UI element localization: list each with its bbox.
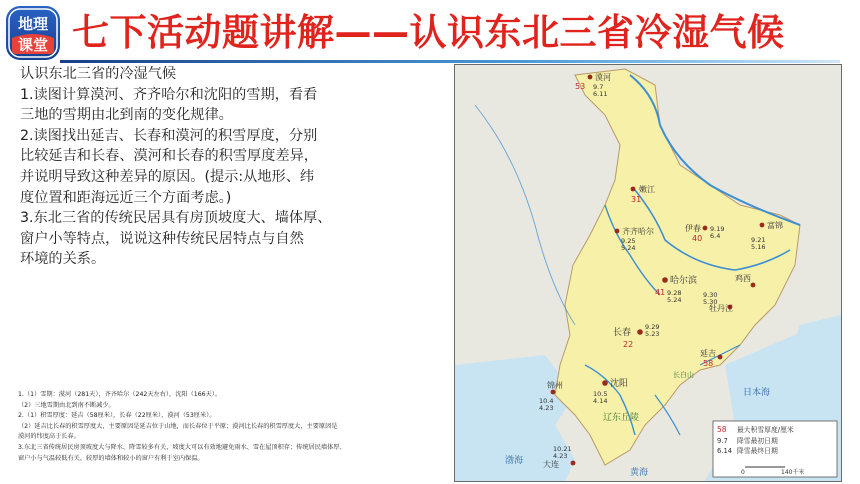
geography-class-logo (4, 4, 62, 62)
question-line: 认识东北三省的冷湿气候 (20, 66, 177, 82)
question-line: 三地的雪期由北到南的变化规律。 (20, 107, 233, 124)
svg-text:漠河: 漠河 (595, 73, 611, 82)
svg-text:9.29: 9.29 (645, 323, 660, 331)
svg-text:9.25: 9.25 (621, 237, 636, 245)
svg-text:4.23: 4.23 (553, 452, 568, 460)
svg-text:4.14: 4.14 (593, 397, 608, 405)
answer-line: 窗户小与气温较低有关，较厚的墙体和较小的窗户有利于室内保温。 (18, 454, 204, 462)
map-legend (713, 421, 837, 477)
question-line: 度位置和距海远近三个方面考虑。) (20, 189, 232, 206)
svg-text:牡丹江: 牡丹江 (709, 304, 733, 313)
svg-text:9.7: 9.7 (593, 83, 604, 91)
legend-value: 58 (717, 425, 727, 434)
answer-line: （2）三地雪期由北到南不断减少。 (18, 401, 115, 409)
svg-text:嫩江: 嫩江 (639, 185, 655, 194)
question-line: 窗户小等特点，说说这种传统民居特点与自然 (20, 230, 304, 247)
question-line: 并说明导致这种差异的原因。(提示:从地形、纬 (20, 168, 315, 185)
svg-text:5.24: 5.24 (667, 296, 682, 304)
answer-line: 3.东北三省传统居民房顶坡度大与降水、降雪较多有关，坡度大可以有效地避免雨水、雪在屋顶积存；传统居民墙体厚、 (18, 443, 346, 451)
question-line: 3.东北三省的传统民居具有房顶坡度大、墙体厚、 (20, 210, 332, 227)
region-japan-sea: 日本海 (743, 388, 771, 398)
svg-text:6.11: 6.11 (593, 90, 608, 98)
svg-text:9.30: 9.30 (703, 291, 718, 299)
svg-text:锦州: 锦州 (547, 381, 563, 390)
svg-text:9.21: 9.21 (751, 236, 766, 244)
question-line: 环境的关系。 (20, 251, 106, 268)
svg-text:9.28: 9.28 (667, 289, 682, 297)
svg-text:沈阳: 沈阳 (610, 379, 629, 389)
answer-notes (18, 390, 443, 464)
svg-text:9.19: 9.19 (710, 225, 725, 233)
svg-text:22: 22 (623, 340, 634, 349)
svg-text:6.4: 6.4 (710, 232, 721, 240)
svg-text:鸡西: 鸡西 (735, 274, 751, 283)
question-line: 1.读图计算漠河、齐齐哈尔和沈阳的雪期，看看 (20, 86, 318, 103)
svg-text:5.16: 5.16 (751, 243, 766, 251)
svg-text:5.30: 5.30 (703, 298, 718, 306)
svg-text:大连: 大连 (543, 460, 559, 469)
svg-text:延吉: 延吉 (700, 349, 716, 358)
svg-text:10.5: 10.5 (593, 390, 608, 398)
svg-text:40: 40 (692, 234, 703, 243)
answer-line: （2）延吉比长春的积雪厚度大，主要原因是延吉位于山地，而长春位于平原；漠河比长春的积雪厚度大，主要原因是 (18, 422, 338, 430)
page-title: 七下活动题讲解——认识东北三省冷湿气候 (72, 11, 785, 54)
logo-line1: 地理 (17, 15, 49, 33)
svg-text:41: 41 (655, 288, 666, 297)
svg-text:58: 58 (703, 359, 714, 368)
legend-first-label: 降雪最初日期 (737, 437, 778, 445)
region-changbai: 长白山 (673, 371, 694, 379)
legend-label: 最大积雪厚度/厘米 (737, 426, 794, 434)
answer-line: 1.（1）雪期：漠河（281天），齐齐哈尔（242天左右），沈阳（166天）。 (18, 391, 222, 398)
svg-text:齐齐哈尔: 齐齐哈尔 (622, 227, 654, 236)
svg-text:5.24: 5.24 (621, 244, 636, 252)
legend-last-val: 6.14 (717, 447, 733, 455)
svg-text:伊春: 伊春 (685, 224, 701, 233)
answer-line: 2.（1）积雪厚度：延吉（58厘米），长春（22厘米），漠河（53厘米）。 (18, 412, 216, 420)
region-yellow-sea: 黄海 (630, 468, 649, 478)
question-line: 2.读图找出延吉、长春和漠河的积雪厚度，分别 (20, 127, 318, 144)
region-bohai: 渤海 (505, 456, 524, 466)
scale-label: 140千米 (781, 469, 805, 476)
snow-map-svg (455, 65, 841, 481)
question-line: 比较延吉和长春、漠河和长春的积雪厚度差异， (20, 148, 318, 165)
legend-last-label: 降雪最终日期 (737, 447, 778, 455)
logo-line2: 课堂 (17, 36, 49, 54)
snow-map (454, 64, 842, 482)
svg-text:10.21: 10.21 (553, 445, 572, 453)
answer-line: 漠河的纬度高于长春。 (18, 433, 80, 441)
svg-text:哈尔滨: 哈尔滨 (670, 276, 698, 286)
svg-text:富锦: 富锦 (767, 221, 783, 230)
title-underline (60, 60, 840, 63)
svg-text:4.23: 4.23 (539, 404, 554, 412)
svg-text:10.4: 10.4 (539, 397, 554, 405)
svg-text:0: 0 (741, 469, 745, 476)
svg-text:31: 31 (631, 195, 642, 204)
legend-first-val: 9.7 (717, 437, 728, 445)
svg-text:53: 53 (575, 82, 586, 91)
activity-questions (20, 64, 420, 270)
svg-text:长春: 长春 (613, 328, 632, 338)
svg-text:5.23: 5.23 (645, 330, 660, 338)
region-liaodong: 辽东丘陵 (603, 413, 640, 423)
